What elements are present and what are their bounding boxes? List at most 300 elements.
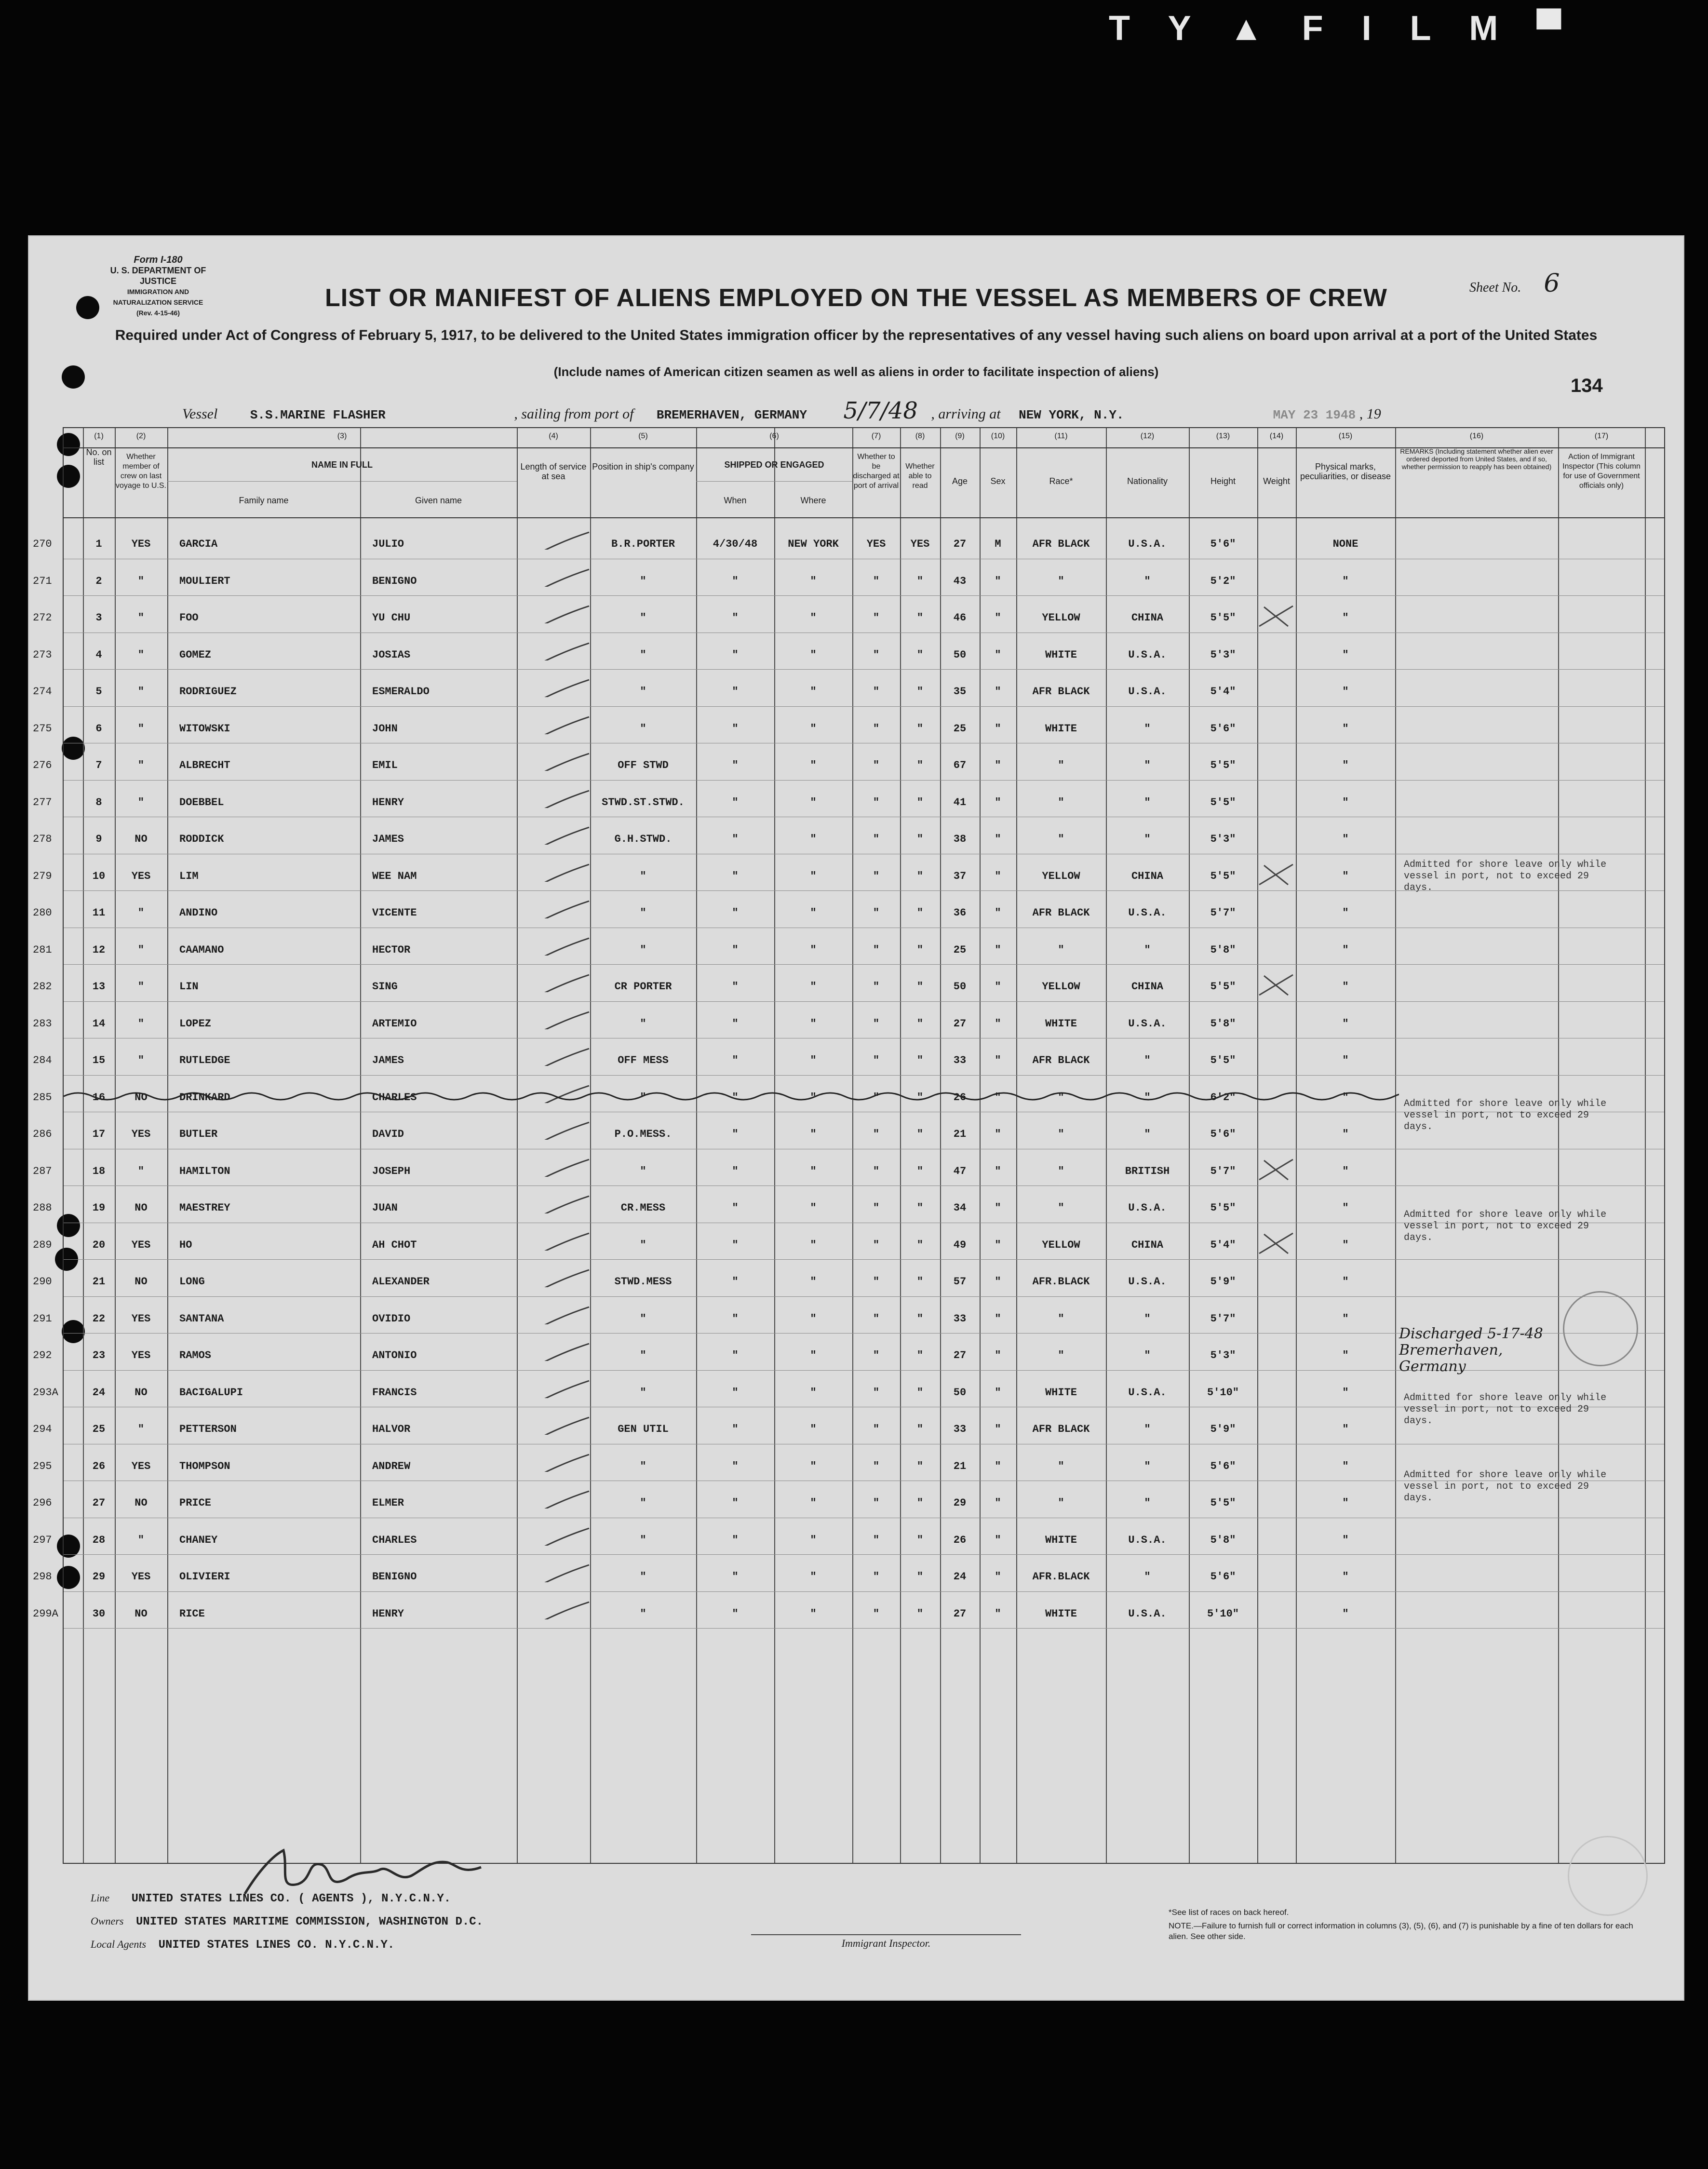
cell-given: HENRY <box>372 1607 404 1620</box>
cell-age: 34 <box>953 1202 967 1214</box>
cell-race: WHITE <box>1045 1534 1077 1546</box>
cell-nationality: U.S.A. <box>1128 1276 1167 1288</box>
cell-family: CHANEY <box>179 1534 218 1546</box>
cell-family: LONG <box>179 1276 205 1288</box>
cell-marks: " <box>1342 1276 1349 1288</box>
cell-nationality: " <box>1144 575 1151 587</box>
remark-shore-leave: Admitted for shore leave only while vessel in port, not to exceed 29 days. <box>1404 1209 1607 1243</box>
cell-when: " <box>732 870 739 882</box>
cell-nationality: U.S.A. <box>1128 1607 1167 1620</box>
cell-no: 30 <box>92 1607 106 1620</box>
cell-age: 57 <box>953 1276 967 1288</box>
service-check-mark <box>526 715 594 734</box>
remark-discharged: Discharged 5-17-48 Bremerhaven, Germany <box>1399 1325 1543 1375</box>
row-reference-number: 279 <box>33 870 52 882</box>
cell-no: 10 <box>92 870 106 882</box>
cell-when: " <box>732 1017 739 1030</box>
revision: (Rev. 4-15-46) <box>136 309 180 317</box>
cell-where: " <box>810 981 817 993</box>
cell-family: DRINKARD <box>179 1091 230 1104</box>
cell-sex: " <box>995 759 1001 771</box>
cell-height: 5'8" <box>1210 1017 1236 1030</box>
cell-discharge: " <box>873 833 880 845</box>
cell-sex: " <box>995 943 1001 956</box>
cell-race: YELLOW <box>1042 870 1080 882</box>
cell-given: WEE NAM <box>372 870 417 882</box>
cell-sex: " <box>995 575 1001 587</box>
cell-position: " <box>640 1165 646 1177</box>
cell-race: AFR BLACK <box>1032 538 1090 550</box>
cell-discharge: " <box>873 722 880 735</box>
row-reference-number: 292 <box>33 1349 52 1361</box>
cell-marks: " <box>1342 1423 1349 1435</box>
service-check-mark <box>526 1526 594 1546</box>
cell-age: 27 <box>953 538 967 550</box>
cell-prev: NO <box>134 1497 148 1509</box>
cell-nationality: U.S.A. <box>1128 1017 1167 1030</box>
row-reference-number: 288 <box>33 1202 52 1214</box>
cell-age: 38 <box>953 833 967 845</box>
cell-sex: " <box>995 1202 1001 1214</box>
cell-read: " <box>916 870 924 882</box>
cell-read: " <box>916 722 924 735</box>
cell-when: " <box>732 1386 739 1399</box>
service-check-mark <box>526 789 594 808</box>
service-check-mark <box>526 1305 594 1324</box>
cell-race: " <box>1058 1165 1064 1177</box>
cell-sex: " <box>995 833 1001 845</box>
cell-where: " <box>810 575 817 587</box>
col-num-16: (16) <box>1469 432 1484 440</box>
cell-given: BENIGNO <box>372 1571 417 1583</box>
cell-read: " <box>916 1017 924 1030</box>
cell-given: VICENTE <box>372 907 417 919</box>
col-head-height: Height <box>1210 476 1236 486</box>
cell-family: WITOWSKI <box>179 722 230 735</box>
cell-height: 5'3" <box>1210 648 1236 661</box>
cell-race: YELLOW <box>1042 612 1080 624</box>
cell-marks: " <box>1342 575 1349 587</box>
cell-no: 15 <box>92 1054 106 1066</box>
service-check-mark <box>526 641 594 660</box>
cell-age: 27 <box>953 1017 967 1030</box>
cell-height: 5'5" <box>1210 796 1236 808</box>
col-num-12: (12) <box>1140 432 1155 440</box>
cell-given: YU CHU <box>372 612 411 624</box>
cell-nationality: U.S.A. <box>1128 648 1167 661</box>
cell-prev: " <box>137 612 145 624</box>
cell-discharge: " <box>873 759 880 771</box>
cell-discharge: " <box>873 612 880 624</box>
arriving-port: NEW YORK, N.Y. <box>1019 408 1124 422</box>
cell-where: " <box>810 1165 817 1177</box>
cell-no: 20 <box>92 1239 106 1251</box>
row-reference-number: 293A <box>33 1386 58 1399</box>
cell-discharge: " <box>873 1386 880 1399</box>
cell-position: GEN UTIL <box>618 1423 669 1435</box>
cell-where: " <box>810 796 817 808</box>
cell-race: WHITE <box>1045 1607 1077 1620</box>
cell-read: " <box>916 1091 924 1104</box>
cell-height: 5'3" <box>1210 1349 1236 1361</box>
cell-race: " <box>1058 575 1064 587</box>
cell-family: FOO <box>179 612 199 624</box>
cell-age: 26 <box>953 1534 967 1546</box>
discharged-strike-line <box>64 1087 1399 1106</box>
cell-race: " <box>1058 1349 1064 1361</box>
cell-read: " <box>916 1312 924 1325</box>
cell-race: " <box>1058 796 1064 808</box>
cell-position: " <box>640 1534 646 1546</box>
cell-where: " <box>810 870 817 882</box>
cell-height: 5'7" <box>1210 907 1236 919</box>
owners-label: Owners <box>91 1915 124 1927</box>
cell-marks: " <box>1342 796 1349 808</box>
cell-given: AH CHOT <box>372 1239 417 1251</box>
cell-nationality: U.S.A. <box>1128 686 1167 698</box>
cell-where: " <box>810 648 817 661</box>
cell-nationality: " <box>1144 833 1151 845</box>
cell-nationality: U.S.A. <box>1128 1386 1167 1399</box>
cell-age: 25 <box>953 722 967 735</box>
row-reference-number: 284 <box>33 1054 52 1066</box>
cell-marks: " <box>1342 833 1349 845</box>
manifest-sheet <box>28 235 1684 2001</box>
sheet-number-value: 6 <box>1544 269 1560 298</box>
arrival-date-stamp: MAY 23 1948 <box>1273 408 1356 422</box>
service-check-mark <box>526 567 594 587</box>
service-check-mark <box>526 899 594 918</box>
cell-position: " <box>640 648 646 661</box>
col-num-11: (11) <box>1054 432 1068 440</box>
col-head-no: No. on list <box>86 447 112 467</box>
cell-prev: " <box>137 907 145 919</box>
cell-family: HAMILTON <box>179 1165 230 1177</box>
cell-prev: NO <box>134 1276 148 1288</box>
cell-no: 11 <box>92 907 106 919</box>
weight-cross-mark <box>1254 1229 1298 1258</box>
cell-marks: " <box>1342 1349 1349 1361</box>
cell-prev: " <box>137 722 145 735</box>
cell-given: JOSEPH <box>372 1165 411 1177</box>
cell-age: 35 <box>953 686 967 698</box>
row-reference-number: 270 <box>33 538 52 550</box>
col-head-name: NAME IN FULL <box>311 460 373 470</box>
cell-marks: " <box>1342 1054 1349 1066</box>
cell-prev: YES <box>131 1239 151 1251</box>
cell-family: RODDICK <box>179 833 224 845</box>
cell-when: " <box>732 1423 739 1435</box>
cell-sex: " <box>995 722 1001 735</box>
cell-when: " <box>732 759 739 771</box>
cell-where: NEW YORK <box>788 538 839 550</box>
cell-prev: " <box>137 1017 145 1030</box>
cell-family: PETTERSON <box>179 1423 237 1435</box>
cell-height: 5'8" <box>1210 1534 1236 1546</box>
cell-position: " <box>640 870 646 882</box>
cell-height: 5'10" <box>1207 1386 1239 1399</box>
cell-no: 27 <box>92 1497 106 1509</box>
service-check-mark <box>526 752 594 771</box>
cell-position: " <box>640 722 646 735</box>
cell-when: " <box>732 1349 739 1361</box>
cell-given: JOSIAS <box>372 648 411 661</box>
cell-race: " <box>1058 1128 1064 1140</box>
cell-no: 9 <box>95 833 102 845</box>
col-num-4: (4) <box>549 432 558 440</box>
cell-given: CHARLES <box>372 1534 417 1546</box>
cell-when: " <box>732 1460 739 1472</box>
col-num-5: (5) <box>638 432 648 440</box>
cell-discharge: " <box>873 1091 880 1104</box>
cell-age: 33 <box>953 1312 967 1325</box>
cell-race: YELLOW <box>1042 1239 1080 1251</box>
cell-when: " <box>732 686 739 698</box>
cell-no: 7 <box>95 759 102 771</box>
cell-race: " <box>1058 1091 1064 1104</box>
cell-marks: " <box>1342 1460 1349 1472</box>
cell-no: 25 <box>92 1423 106 1435</box>
cell-when: " <box>732 1312 739 1325</box>
cell-read: " <box>916 943 924 956</box>
cell-read: " <box>916 612 924 624</box>
cell-marks: NONE <box>1332 538 1358 550</box>
cell-family: BACIGALUPI <box>179 1386 243 1399</box>
cell-read: " <box>916 1607 924 1620</box>
col-head-where: Where <box>800 496 826 505</box>
cell-marks: " <box>1342 1239 1349 1251</box>
cell-nationality: " <box>1144 1091 1151 1104</box>
cell-height: 5'5" <box>1210 1054 1236 1066</box>
cell-sex: " <box>995 1128 1001 1140</box>
row-reference-number: 290 <box>33 1276 52 1288</box>
cell-age: 49 <box>953 1239 967 1251</box>
cell-height: 5'7" <box>1210 1165 1236 1177</box>
service-check-mark <box>526 1194 594 1213</box>
cell-prev: YES <box>131 1571 151 1583</box>
cell-when: " <box>732 1571 739 1583</box>
cell-nationality: " <box>1144 1312 1151 1325</box>
row-reference-number: 299A <box>33 1607 58 1620</box>
cell-prev: YES <box>131 1349 151 1361</box>
cell-race: AFR BLACK <box>1032 686 1090 698</box>
cell-discharge: " <box>873 1571 880 1583</box>
service-check-mark <box>526 530 594 550</box>
cell-read: " <box>916 1054 924 1066</box>
row-reference-number: 285 <box>33 1091 52 1104</box>
cell-when: " <box>732 1165 739 1177</box>
cell-given: DAVID <box>372 1128 404 1140</box>
remark-shore-leave: Admitted for shore leave only while vessel in port, not to exceed 29 days. <box>1404 1469 1607 1504</box>
cell-where: " <box>810 1202 817 1214</box>
row-reference-number: 281 <box>33 943 52 956</box>
cell-nationality: U.S.A. <box>1128 538 1167 550</box>
col-head-age: Age <box>952 476 968 486</box>
cell-discharge: " <box>873 1165 880 1177</box>
cell-sex: " <box>995 1312 1001 1325</box>
cell-race: AFR BLACK <box>1032 1423 1090 1435</box>
weight-cross-mark <box>1254 602 1298 631</box>
cell-marks: " <box>1342 870 1349 882</box>
cell-no: 1 <box>95 538 102 550</box>
cell-position: " <box>640 907 646 919</box>
cell-prev: " <box>137 796 145 808</box>
cell-age: 21 <box>953 1460 967 1472</box>
cell-position: " <box>640 1497 646 1509</box>
cell-family: MOULIERT <box>179 575 230 587</box>
cell-discharge: " <box>873 1423 880 1435</box>
cell-where: " <box>810 1349 817 1361</box>
row-reference-number: 295 <box>33 1460 52 1472</box>
weight-cross-mark <box>1254 1156 1298 1185</box>
cell-prev: YES <box>131 1312 151 1325</box>
cell-position: " <box>640 686 646 698</box>
vessel-name: S.S.MARINE FLASHER <box>250 408 386 422</box>
footer-owners <box>91 1915 483 1928</box>
row-reference-number: 287 <box>33 1165 52 1177</box>
cell-family: LIN <box>179 981 199 993</box>
master-signature <box>230 1841 500 1903</box>
cell-no: 24 <box>92 1386 106 1399</box>
cell-no: 6 <box>95 722 102 735</box>
cell-nationality: " <box>1144 1460 1151 1472</box>
cell-nationality: " <box>1144 796 1151 808</box>
cell-sex: " <box>995 1571 1001 1583</box>
service-check-mark <box>526 1010 594 1029</box>
cell-prev: YES <box>131 538 151 550</box>
row-reference-number: 271 <box>33 575 52 587</box>
service-check-mark <box>526 1120 594 1140</box>
cell-where: " <box>810 1386 817 1399</box>
service-check-mark <box>526 1563 594 1582</box>
cell-age: 43 <box>953 575 967 587</box>
remark-shore-leave: Admitted for shore leave only while vessel in port, not to exceed 29 days. <box>1404 1098 1607 1132</box>
cell-marks: " <box>1342 648 1349 661</box>
cell-nationality: CHINA <box>1131 612 1163 624</box>
cell-given: JULIO <box>372 538 404 550</box>
cell-prev: " <box>137 943 145 956</box>
cell-nationality: BRITISH <box>1125 1165 1170 1177</box>
cell-race: WHITE <box>1045 648 1077 661</box>
line-value: UNITED STATES LINES CO. ( AGENTS ), N.Y.C.N.Y. <box>131 1892 451 1905</box>
cell-where: " <box>810 1128 817 1140</box>
cell-given: OVIDIO <box>372 1312 411 1325</box>
cell-no: 23 <box>92 1349 106 1361</box>
cell-nationality: " <box>1144 1128 1151 1140</box>
agents-label: Local Agents <box>91 1938 147 1950</box>
cell-sex: " <box>995 1091 1001 1104</box>
weight-cross-mark <box>1254 971 1298 1000</box>
sailing-label: , sailing from port of <box>514 406 634 422</box>
cell-family: RODRIGUEZ <box>179 686 237 698</box>
cell-where: " <box>810 1312 817 1325</box>
cell-height: 5'6" <box>1210 722 1236 735</box>
cell-sex: " <box>995 1239 1001 1251</box>
cell-discharge: " <box>873 870 880 882</box>
col-head-nationality: Nationality <box>1127 476 1168 486</box>
service-check-mark <box>526 1047 594 1066</box>
cell-sex: " <box>995 1276 1001 1288</box>
cell-family: ANDINO <box>179 907 218 919</box>
service-check-mark <box>526 973 594 992</box>
cell-given: JOHN <box>372 722 398 735</box>
cell-discharge: " <box>873 1349 880 1361</box>
cell-given: HALVOR <box>372 1423 411 1435</box>
cell-marks: " <box>1342 759 1349 771</box>
cell-marks: " <box>1342 1534 1349 1546</box>
cell-position: " <box>640 1571 646 1583</box>
cell-where: " <box>810 1534 817 1546</box>
cell-marks: " <box>1342 1091 1349 1104</box>
cell-read: " <box>916 833 924 845</box>
cell-height: 5'2" <box>1210 575 1236 587</box>
cell-read: " <box>916 1128 924 1140</box>
col-head-physical-marks: Physical marks, peculiarities, or disease <box>1300 462 1391 481</box>
cell-sex: " <box>995 1054 1001 1066</box>
cell-height: 5'6" <box>1210 538 1236 550</box>
col-num-14: (14) <box>1269 432 1284 440</box>
cell-sex: " <box>995 907 1001 919</box>
cell-height: 5'5" <box>1210 759 1236 771</box>
cell-height: 5'10" <box>1207 1607 1239 1620</box>
cell-read: " <box>916 1202 924 1214</box>
service-check-mark <box>526 1268 594 1287</box>
cell-given: ANTONIO <box>372 1349 417 1361</box>
cell-no: 22 <box>92 1312 106 1325</box>
service-check-mark <box>526 1600 594 1619</box>
cell-age: 67 <box>953 759 967 771</box>
cell-family: OLIVIERI <box>179 1571 230 1583</box>
cell-nationality: " <box>1144 1423 1151 1435</box>
cell-no: 12 <box>92 943 106 956</box>
cell-nationality: " <box>1144 722 1151 735</box>
service-check-mark <box>526 678 594 697</box>
cell-race: WHITE <box>1045 722 1077 735</box>
cell-height: 5'5" <box>1210 1497 1236 1509</box>
cell-no: 26 <box>92 1460 106 1472</box>
cell-where: " <box>810 1607 817 1620</box>
cell-marks: " <box>1342 981 1349 993</box>
cell-position: OFF MESS <box>618 1054 669 1066</box>
cell-prev: " <box>137 1054 145 1066</box>
cell-race: YELLOW <box>1042 981 1080 993</box>
cell-nationality: " <box>1144 1571 1151 1583</box>
cell-age: 50 <box>953 1386 967 1399</box>
row-reference-number: 282 <box>33 981 52 993</box>
cell-race: WHITE <box>1045 1386 1077 1399</box>
cell-age: 46 <box>953 612 967 624</box>
cell-height: 6'2" <box>1210 1091 1236 1104</box>
cell-when: " <box>732 833 739 845</box>
cell-sex: " <box>995 1607 1001 1620</box>
cell-when: " <box>732 1534 739 1546</box>
col-num-7: (7) <box>871 432 881 440</box>
cell-race: " <box>1058 1460 1064 1472</box>
cell-race: AFR BLACK <box>1032 907 1090 919</box>
cell-no: 18 <box>92 1165 106 1177</box>
cell-prev: YES <box>131 1128 151 1140</box>
cell-read: " <box>916 981 924 993</box>
cell-height: 5'5" <box>1210 870 1236 882</box>
cell-no: 13 <box>92 981 106 993</box>
cell-prev: NO <box>134 1607 148 1620</box>
cell-height: 5'4" <box>1210 686 1236 698</box>
inspector-signature-line <box>751 1934 1021 1950</box>
year-label: , 19 <box>1359 406 1381 422</box>
row-reference-number: 297 <box>33 1534 52 1546</box>
cell-family: MAESTREY <box>179 1202 230 1214</box>
footer-agents <box>91 1938 394 1952</box>
